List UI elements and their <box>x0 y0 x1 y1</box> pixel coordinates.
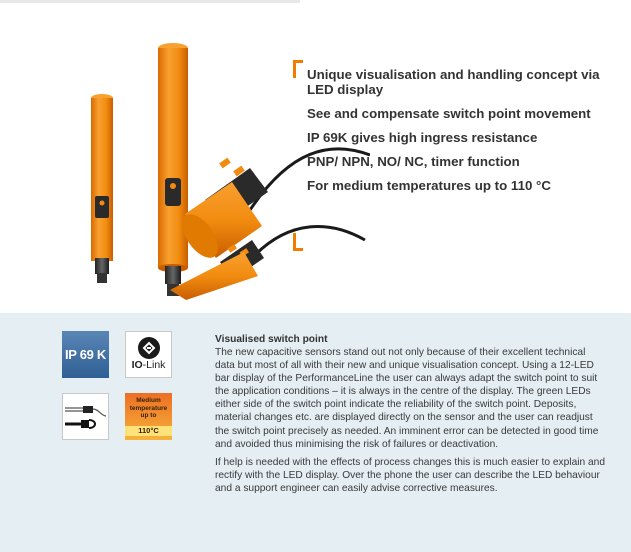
feature-item: Unique visualisation and handling concept via LED display <box>307 67 600 97</box>
feature-item: See and compensate switch point movement <box>307 106 591 121</box>
io-link-icon <box>137 336 161 360</box>
ip69k-badge <box>62 331 109 378</box>
article-paragraph-2: If help is needed with the effects of process changes this is much easier to explain and rectify with the LED display. Over the phone the user can describe the LED behaviour and a support engineer can easily advise corrective measures. <box>215 456 605 494</box>
feature-item: IP 69K gives high ingress resistance <box>307 130 538 145</box>
feature-bracket-bottom <box>293 233 303 251</box>
article-paragraph-1: The new capacitive sensors stand out not only because of their excellent technical data but most of all with their new and unique visualisation concept. Using a 12-LED bar display of the PerformanceLine the user can always adapt the switch point to suit the application conditions – it is always in the centre of the display. The green LEDs either side of the switch point indicate the reliability of the switch point. Deposits, material changes etc. are displayed directly on the sensor and the user can readjust the switch point precisely as needed. An imminent error can be detected in good time and avoided thus minimising the risk of failures or deactivation. <box>215 347 599 450</box>
io-link-label: IO-Link <box>131 359 166 371</box>
temperature-label: Medium temperature up to <box>129 397 168 419</box>
sensor-tall-left <box>91 94 113 283</box>
feature-list <box>307 67 607 202</box>
feature-bracket-top <box>293 60 303 78</box>
sensor-tall-center <box>158 43 188 296</box>
ip69k-label: IP 69 K <box>64 347 107 362</box>
io-link-badge <box>125 331 172 378</box>
feature-item: For medium temperatures up to 110 °C <box>307 178 551 193</box>
article-heading: Visualised switch point <box>215 334 328 345</box>
cable-connector-badge <box>62 393 109 440</box>
cable-plug-icon <box>63 394 108 439</box>
medium-temperature-badge <box>125 393 172 440</box>
article-body <box>215 333 605 500</box>
feature-item: PNP/ NPN, NO/ NC, timer function <box>307 154 520 169</box>
temperature-value: 110°C <box>125 426 172 436</box>
